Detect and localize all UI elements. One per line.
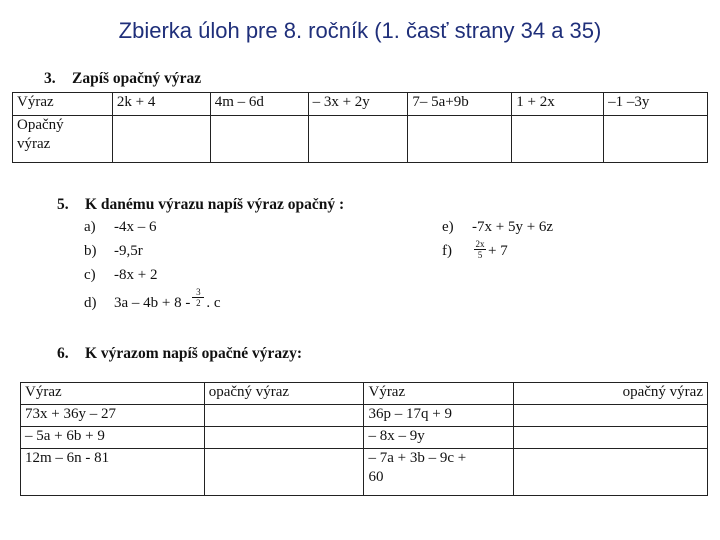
answer-cell[interactable] (112, 116, 210, 163)
table-row (21, 383, 708, 405)
list-item: f) $\frac{2x}{5}$ + 7 (442, 239, 553, 263)
expression-cell: 73x + 36y – 27 (21, 405, 205, 427)
exercise-3-text: Zapíš opačný výraz (72, 70, 202, 87)
expression-cell: 12m – 6n - 81 (21, 449, 205, 496)
expression-cell: – 5a + 6b + 9 (21, 427, 205, 449)
table-row (21, 427, 708, 449)
exercise-6-number: 6. (57, 345, 69, 362)
list-item: b) -9,5r (84, 243, 143, 259)
header-cell: Výraz (21, 383, 205, 405)
answer-cell[interactable] (204, 427, 364, 449)
expression-cell: 1 + 2x (512, 93, 604, 116)
expression-cell: 36p – 17q + 9 (364, 405, 514, 427)
expression-cell: 2k + 4 (112, 93, 210, 116)
header-cell: opačný výraz (204, 383, 364, 405)
exercise-5-heading (57, 196, 344, 214)
table-row (21, 449, 708, 496)
answer-cell[interactable] (514, 449, 708, 496)
expression-cell: –1 –3y (604, 93, 708, 116)
answer-cell[interactable] (604, 116, 708, 163)
list-item: c) -8x + 2 (84, 267, 158, 283)
list-item: a) -4x – 6 (84, 219, 157, 235)
expression-cell: 7– 5a+9b (408, 93, 512, 116)
answer-cell[interactable] (514, 405, 708, 427)
expression-cell: – 8x – 9y (364, 427, 514, 449)
exercise-5-left-list (84, 215, 221, 319)
table-row (21, 405, 708, 427)
header-cell-opposite: Opačný výraz (13, 116, 113, 163)
header-cell-expression: Výraz (13, 93, 113, 116)
header-cell: opačný výraz (514, 383, 708, 405)
expression-cell: – 3x + 2y (308, 93, 408, 116)
exercise-6-text: K výrazom napíš opačné výrazy: (85, 345, 302, 362)
answer-cell[interactable] (210, 116, 308, 163)
exercise-6-heading (57, 345, 302, 363)
answer-cell[interactable] (408, 116, 512, 163)
page-title: Zbierka úloh pre 8. ročník (1. časť strany 34 a 35) (118, 18, 602, 43)
list-item: d) 3a – 4b + 8 - $\frac{3}{2}$ . c (84, 287, 221, 319)
answer-cell[interactable] (204, 449, 364, 496)
answer-cell[interactable] (308, 116, 408, 163)
exercise-6-table (20, 382, 708, 496)
answer-cell[interactable] (512, 116, 604, 163)
fraction: $\frac{3}{2}$ (192, 287, 204, 319)
fraction: $\frac{2x}{5}$ (475, 239, 485, 260)
answer-cell[interactable] (204, 405, 364, 427)
exercise-3-number: 3. (44, 70, 56, 87)
list-item: e) -7x + 5y + 6z (442, 219, 554, 235)
exercise-5-text: K danému výrazu napíš výraz opačný : (85, 196, 345, 213)
expression-cell: – 7a + 3b – 9c + 60 (364, 449, 514, 496)
answer-cell[interactable] (514, 427, 708, 449)
exercise-5-right-list (442, 215, 553, 263)
exercise-3-table (12, 92, 708, 163)
table-row (13, 116, 708, 163)
exercise-3-heading (44, 70, 201, 88)
exercise-5-number: 5. (57, 196, 69, 213)
header-cell: Výraz (364, 383, 514, 405)
table-row (13, 93, 708, 116)
expression-cell: 4m – 6d (210, 93, 308, 116)
